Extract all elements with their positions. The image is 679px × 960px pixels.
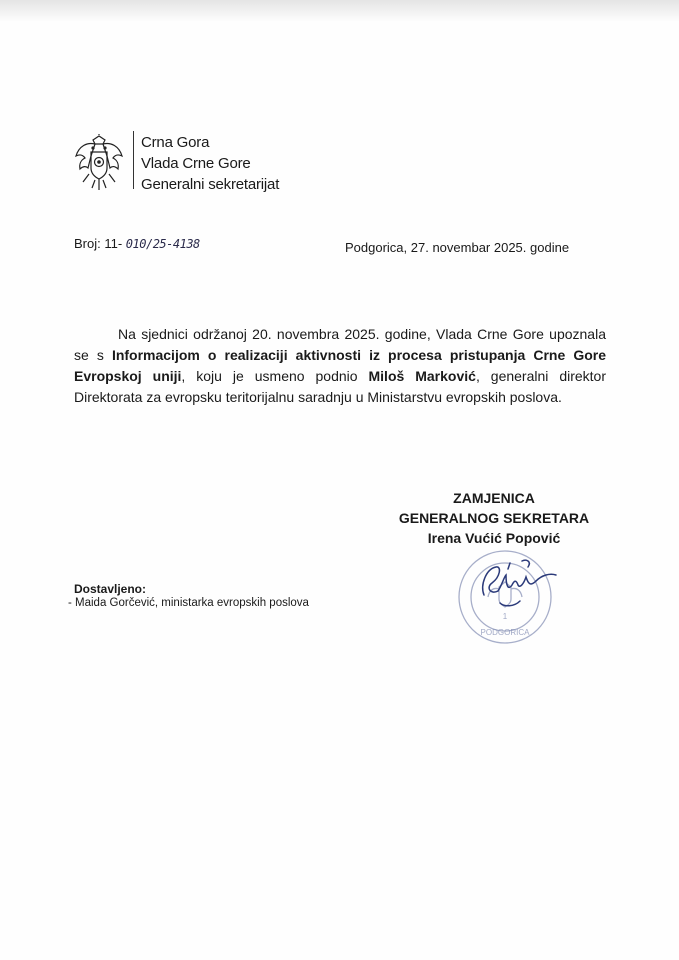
body-paragraph xyxy=(74,324,606,408)
body-text-part2: , koju je usmeno podnio xyxy=(181,368,369,384)
header-country: Crna Gora xyxy=(141,134,210,151)
body-text-part1: Na sjednici održanoj 20. novembra 2025. godine, Vlada Crne Gore upoznala se s xyxy=(74,326,606,363)
signatory-title-1: ZAMJENICA xyxy=(453,490,535,506)
stamp-number: 1 xyxy=(502,612,508,621)
distribution-item: - Maida Gorčević, ministarka evropskih poslova xyxy=(68,597,309,609)
stamp-city: PODGORICA xyxy=(480,628,530,637)
signatory-title-2: GENERALNOG SEKRETARA xyxy=(398,510,590,526)
signatory-block xyxy=(380,488,608,548)
body-text-part3: , generalni direktor Direktorata za evropsku teritorijalnu saradnju u Ministarstvu evropskih poslova. xyxy=(74,368,607,405)
header-divider xyxy=(133,131,134,189)
reference-label: Broj: 11- xyxy=(74,236,123,251)
scan-shadow xyxy=(0,0,679,22)
reference-number xyxy=(74,236,200,251)
institution-header xyxy=(141,132,279,195)
body-bold-name: Miloš Marković xyxy=(368,368,476,384)
header-government: Vlada Crne Gore xyxy=(141,155,251,172)
body-bold-title: Informacijom o realizaciji aktivnosti iz procesa pristupanja Crne Gore Evropskoj uniji xyxy=(74,347,606,384)
signatory-name: Irena Vućić Popović xyxy=(427,530,561,546)
distribution-label: Dostavljeno: xyxy=(74,582,147,596)
handwritten-reference: 010/25-4138 xyxy=(125,237,200,251)
coat-of-arms-icon xyxy=(73,134,125,194)
handwritten-signature-icon xyxy=(470,555,565,615)
date-line: Podgorica, 27. novembar 2025. godine xyxy=(345,240,570,255)
header-secretariat: Generalni sekretarijat xyxy=(141,176,280,193)
